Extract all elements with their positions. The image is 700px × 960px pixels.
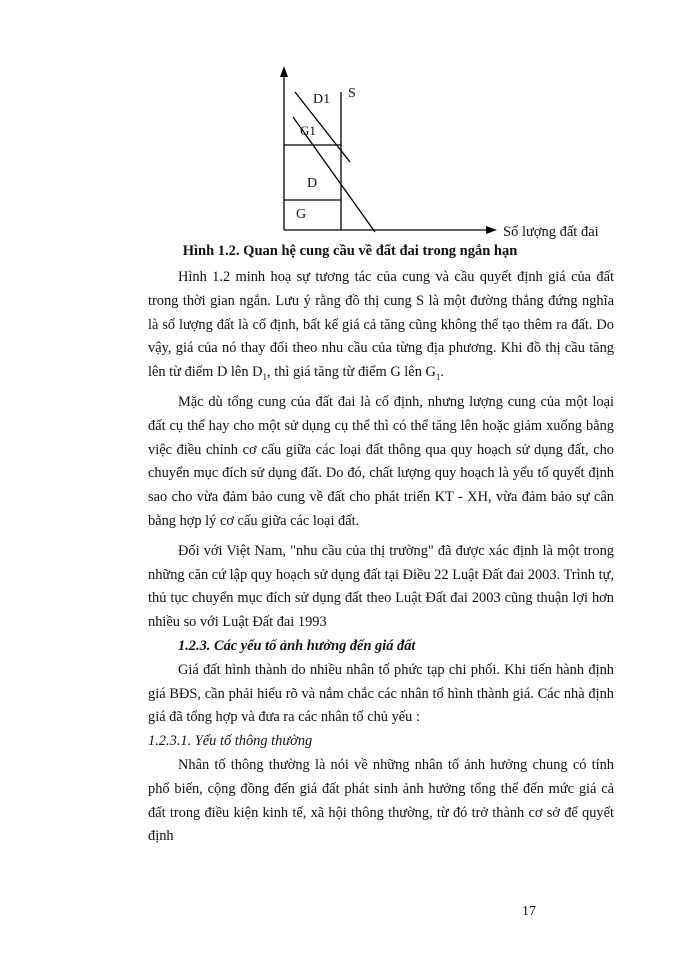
x-axis-arrow — [486, 226, 497, 234]
supply-demand-diagram — [0, 0, 700, 250]
label-d1: D1 — [313, 92, 331, 107]
body-text — [148, 266, 614, 849]
section-heading-1-2-3: 1.2.3. Các yếu tố ảnh hưởng đến giá đất — [178, 637, 416, 654]
label-g: G — [296, 207, 307, 222]
section-heading-1-2-3-1: 1.2.3.1. Yếu tố thông thường — [148, 733, 313, 750]
label-x-axis: Số lượng đất đai — [503, 224, 599, 240]
label-g1: G1 — [300, 123, 316, 138]
paragraph-5: Nhân tố thông thường là nói về những nhân tố ảnh hưởng chung có tính phổ biến, cộng đồng đến giá đất phát sinh ảnh hưởng tổng thể đến mức giá cả đất trong điều kiện kinh tế, xã hội thông thường, từ đó trở thành cơ sở để quyết định — [148, 756, 614, 845]
label-s: S — [348, 86, 356, 101]
paragraph-1-text: Hình 1.2 minh hoạ sự tương tác của cung và cầu quyết định giá của đất trong thời gian ngắn. Lưu ý rằng đồ thị cung S là một đường thẳng đứng nghĩa là số lượng đất là cố định, bất kể giá cả tăng cũng không thể tạo thêm ra đất. Do vậy, giá của nó thay đổi theo nhu cầu của từng địa phương. Khi đồ thị cầu tăng lên từ điểm D lên D — [148, 269, 614, 381]
figure-caption: Hình 1.2. Quan hệ cung cầu về đất đai trong ngắn hạn — [182, 243, 518, 259]
paragraph-4: Giá đất hình thành do nhiều nhân tố phức tạp chi phối. Khi tiến hành định giá BĐS, cần phải hiểu rõ và nắm chắc các nhân tố hình thành giá. Các nhà định giá đã tổng hợp và đưa ra các nhân tố chủ yếu : — [148, 661, 614, 726]
paragraph-3: Đối với Việt Nam, "nhu cầu của thị trường" đã được xác định là một trong những căn cứ lập quy hoạch sử dụng đất tại Điều 22 Luật Đất đai 2003. Trình tự, thủ tục chuyển mục đích sử dụng đất theo Luật Đất đai 2003 cũng thuận lợi hơn nhiều so với Luật Đất đai 1993 — [148, 542, 614, 631]
paragraph-1-mid: , thì giá tăng từ điểm G lên G — [267, 364, 436, 381]
label-d: D — [307, 176, 318, 191]
supply-demand-figure — [0, 0, 700, 250]
subscript-g1: 1 — [435, 372, 441, 383]
paragraph-1-end: . — [440, 364, 444, 381]
subscript-d1: 1 — [262, 372, 268, 383]
paragraph-1 — [148, 266, 614, 385]
y-axis-arrow — [280, 66, 288, 77]
page-number: 17 — [522, 904, 536, 919]
paragraph-2: Mặc dù tổng cung của đất đai là cố định, nhưng lượng cung của một loại đất cụ thể hay cho một sử dụng cụ thể thì có thể tăng lên hoặc giảm xuống bằng việc điều chỉnh cơ cấu giữa các loại đất thông qua quy hoạch sử dụng đất, cho chuyển mục đích sử dụng đất. Do đó, chất lượng quy hoạch là yếu tố quyết định sao cho vừa đảm bảo cung về đất cho phát triển KT - XH, vừa đảm bảo sự cân bằng hợp lý cơ cấu giữa các loại đất. — [148, 393, 614, 529]
